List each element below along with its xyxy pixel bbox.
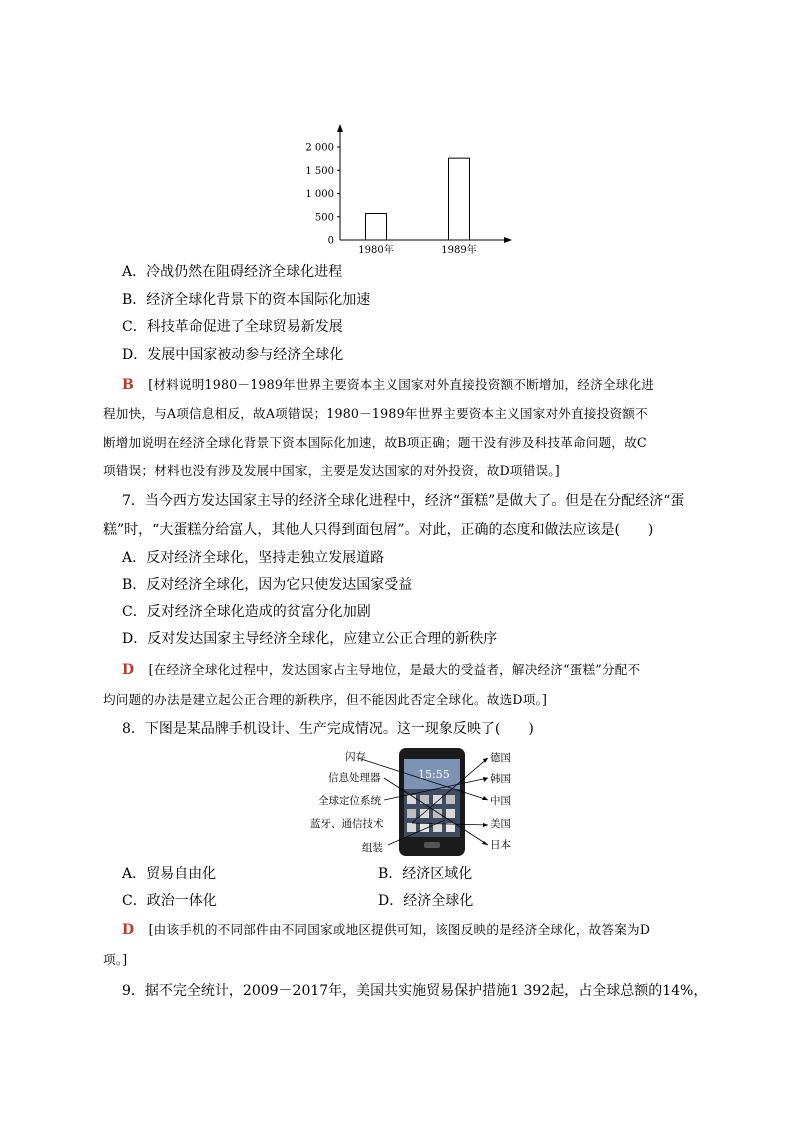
q7-answer-key: D — [122, 662, 135, 678]
q6-option-a: A．冷战仍然在阻碍经济全球化进程 — [122, 264, 343, 280]
y-tick-label: 1 500 — [305, 165, 334, 177]
y-tick-label: 500 — [314, 212, 334, 224]
q7-explanation-line: 均问题的办法是建立起公正合理的新秩序，但不能因此否定全球化。故选D项。] — [103, 692, 548, 707]
label-germany: 德国 — [490, 752, 511, 764]
q6-explanation-line: 断增加说明在经济全球化背景下资本国际化加速，故B项正确；题干没有涉及科技革命问题，故C — [103, 435, 647, 450]
q9-stem: 9．据不完全统计，2009－2017年，美国共实施贸易保护措施1 392起，占全球总额的14%， — [122, 983, 708, 999]
q8-option-d: D．经济全球化 — [378, 893, 474, 909]
label-assembly: 组装 — [362, 842, 383, 854]
y-tick-label: 0 — [327, 235, 334, 247]
q7-option-b: B．反对经济全球化，因为它只使发达国家受益 — [122, 577, 413, 593]
q8-option-a: A．贸易自由化 — [122, 866, 217, 882]
x-tick-label: 1989年 — [441, 245, 477, 256]
q6-option-d: D．发展中国家被动参与经济全球化 — [122, 347, 344, 363]
q8-explanation-line — [122, 920, 650, 940]
q7-explanation-text: [在经济全球化过程中，发达国家占主导地位，是最大的受益者，解决经济“蛋糕”分配不 — [148, 662, 641, 677]
q7-option-a: A．反对经济全球化，坚持走独立发展道路 — [122, 550, 385, 566]
q6-option-c: C．科技革命促进了全球贸易新发展 — [122, 319, 343, 335]
q7-stem-line: 7．当今西方发达国家主导的经济全球化进程中，经济“蛋糕”是做大了。但是在分配经济“蛋 — [122, 493, 685, 509]
label-gps: 全球定位系统 — [318, 795, 381, 807]
q8-explanation-line: 项。] — [103, 952, 128, 967]
q6-explanation-line: 项错误；材料也没有涉及发展中国家，主要是发达国家的对外投资，故D项错误。] — [103, 463, 560, 478]
q7-option-c: C．反对经济全球化造成的贫富分化加剧 — [122, 604, 371, 620]
q7-explanation-line — [122, 660, 640, 680]
label-processor: 信息处理器 — [328, 772, 381, 784]
label-bluetooth: 蓝牙、通信技术 — [310, 818, 384, 830]
q7-stem-line: 糕”时，“大蛋糕分给富人，其他人只得到面包屑”。对此，正确的态度和做法应该是( ) — [103, 522, 654, 538]
x-tick-label: 1980年 — [358, 245, 394, 256]
label-usa: 美国 — [490, 818, 511, 830]
x-axis-arrow — [504, 237, 512, 243]
q6-explanation-line — [122, 375, 654, 395]
q7-option-d: D．反对发达国家主导经济全球化，应建立公正合理的新秩序 — [122, 631, 498, 647]
q8-answer-key: D — [122, 922, 135, 938]
q8-stem: 8．下图是某品牌手机设计、生产完成情况。这一现象反映了( ) — [122, 721, 534, 737]
q6-explanation-text: [材料说明1980－1989年世界主要资本主义国家对外直接投资额不断增加，经济全球化进 — [148, 377, 655, 392]
y-tick-label: 2 000 — [305, 142, 334, 154]
y-tick-label: 1 000 — [305, 189, 334, 200]
q8-explanation-text: [由该手机的不同部件由不同国家或地区提供可知，该图反映的是经济全球化，故答案为D — [148, 922, 651, 937]
phone-screen-time: 15:55 — [418, 768, 450, 781]
label-korea: 韩国 — [490, 773, 511, 785]
q6-explanation-line: 程加快，与A项信息相反，故A项错误；1980－1989年世界主要资本主义国家对外直接投资额不 — [103, 406, 648, 421]
label-china: 中国 — [490, 795, 511, 807]
bar — [366, 213, 387, 240]
q8-option-c: C．政治一体化 — [122, 893, 217, 909]
label-japan: 日本 — [490, 839, 511, 851]
bar — [449, 158, 470, 240]
q8-option-b: B．经济区域化 — [378, 866, 473, 882]
q6-option-b: B．经济全球化背景下的资本国际化加速 — [122, 292, 371, 308]
phone-figure — [300, 745, 530, 860]
q6-answer-key: B — [122, 377, 135, 393]
y-axis-arrow — [337, 124, 343, 132]
bar-chart — [290, 110, 530, 260]
label-flash-memory: 闪存 — [345, 751, 366, 763]
